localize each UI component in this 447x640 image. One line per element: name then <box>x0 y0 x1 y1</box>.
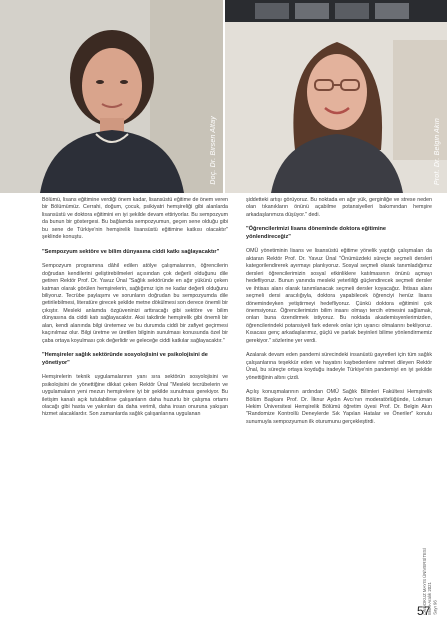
publication-issue: Sayı 96 <box>432 600 438 615</box>
subheading: "Hemşireler sağlık sektöründe sosyolojisini ve psikolojisini de yönetiyor" <box>42 352 208 366</box>
paragraph: Açılış konuşmalarının ardından OMÜ Sağlık Bilimleri Fakültesi Hemşirelik Bölüm Başkanı Prof. Dr. İlknur Aydın Avcı'nın moderatörlüğünde, Lokman Hekim Üniversitesi Hemşirelik Bölümü öğretim üyesi Prof. Dr. Belgin Akın "Randomize Kontrollü Deneylerde Sık Yapılan Hatalar ve Öneriler" konulu sunumuyla sempozyumun ilk oturumunu gerçekleştirdi. <box>246 389 432 425</box>
article-column-left <box>42 197 228 426</box>
article-column-right <box>246 197 432 433</box>
paragraph: şiddetteki artışı görüyoruz. Bu noktada en ağır yük, gerginliğe ve strese neden olan tıkanıkların önünü açabilme potansiyelleri bakımından hemşire arkadaşlarımıza düşüyor." dedi. <box>246 197 432 218</box>
publication-date: Ekim-Aralık 2021 <box>427 582 433 615</box>
paragraph: Hemşirelerin teknik uygulamalarının yanı sıra sektörün sosyolojisini ve psikolojisini de yönettiğine dikkat çeken Rektör Ünal "Mesleki tecrübelerin ve uygulamaların yeni mezun hemşirelere iyi bir şekilde sunulması gerekiyor. Bu iletişim kanalı açık tutulabilirse çalışanların daha huzurlu bir çalışma ortamı olacağı gibi hasta ve yakınları da daha verimli, daha insan onuruna yakışan hizmet alacaklardır. Son zamanlarda sağlık çalışanlarına uygulanan <box>42 374 228 418</box>
paragraph: Bölümü, lisans eğitimine verdiği önem kadar, lisansüstü eğitime de önem veren bir Bölümümüz. Cerrahi, doğum, çocuk, psikiyatri hemşireliği gibi alanlarda lisansüstü ve doktora eğitimini en iyi şekilde devam ettiriyorlar. Bu sempozyum da bunun bir göstergesi. Bu bağlamda sempozyumun, geçen sene olduğu gibi bu sene de Türkiye'nin hemşirelik lisansüstü eğitimine katkısı olacaktır" şeklinde konuştu. <box>42 197 228 241</box>
subheading: "Sempozyum sektöre ve bilim dünyasına ciddi katkı sağlayacaktır" <box>42 248 220 255</box>
photo-belgin-akin <box>225 0 447 193</box>
paragraph: OMÜ yönetiminin lisans ve lisansüstü eğitime yönelik yaptığı çalışmaları da aktaran Rektör Prof. Dr. Yavuz Ünal "Önümüzdeki süreçte seçmeli dersleri kategorilendirerek ayırmayı planlıyoruz. Sosyal seçmeli olarak tanımladığımız dersleri öğrencilerimizin sosyal etkinliklere katılmasının önünü açmayı hedefliyoruz. Bunun yanında mesleki yeterliliği güçlendirecek seçmeli dersler ve ihtisas alanı olarak tanımlanacak seçmeli dersler koyacağız. İhtisas alanı seçmeli dersi aracılığıyla, doktora yapabilecek öğrenciyi henüz lisans dönemindeyken yetiştirmeyi hedefliyoruz. Çünkü doktora eğitimini çok önemsiyoruz. Öğrencilerimizin bilim insanı olmayı tercih etmesini sağlamak, onları buna özendirmek istiyoruz. Bu noktada akademisyenlerimizden, öğrencilerindeki potansiyeli fark ederek onlar için uyarıcı olmalarını bekliyoruz. Kısacası genç arkadaşlarımız, güçlü ve parlak beyinleri bilime yönlendirmemiz gerekiyor." sözlerine yer verdi. <box>246 248 432 344</box>
photo-caption-right: Prof. Dr. Belgin Akın <box>434 117 441 185</box>
page-number: 57 <box>417 604 431 618</box>
subheading: "Öğrencilerimizi lisans döneminde doktora eğitimine yönlendireceğiz" <box>246 226 387 240</box>
portrait-illustration-right <box>225 0 447 193</box>
publication-name: ONDOKUZ MAYIS ÜNİVERSİTESİ <box>422 548 427 615</box>
photo-birsen-altay <box>0 0 223 193</box>
photo-caption-left: Doç. Dr. Birsen Altay <box>210 116 217 185</box>
paragraph: Azalarak devam eden pandemi sürecindeki insanüstü gayretleri için tüm sağlık çalışanlarına teşekkür eden ve hayatını kaybedenlere rahmet dileyen Rektör Ünal, bu süreçte ortaya koyduğu iradeyle Türkiye'nin pandemiyi en iyi şekilde yönettiğinin altını çizdi. <box>246 352 432 381</box>
portrait-illustration-left <box>0 0 223 193</box>
paragraph: Sempozyum programına dâhil edilen atölye çalışmalarının, öğrencilerin doğrudan kendilerini geliştirebilmeleri açısından çok değerli olduğunu dile getiren Rektör Prof. Dr. Yavuz Ünal "Sağlık sektöründe en ağır yükünü çeken katman olarak görülen hemşirelerin, sağlığımız için ne kadar değerli olduğunu biliyoruz. Tecrübe paylaşımı ve sorunların doğrudan bu sempozyumda dile getirilebilmesi, literatüre girecek şekilde metne dökülmesi son derece önemli bir çıkıştır. Mesleki anlamda özgüveninizi arttıracağı gibi sektöre ve bilim dünyasına da ciddi katı sağlayacaktır. Aksi takdirde hemşirelik gibi önemli bir alan, kendi alanında bilgi üretemez ve bu durumda ciddi bir zafiyet geçirmesi kaçınılmaz olur. Bilgi üretme ve üretilen bilginin sunulması konusunda özel bir çaba ortaya koyulması çok değerlidir ve geleceğe ciddi katkılar sağlayacaktır." <box>42 263 228 344</box>
